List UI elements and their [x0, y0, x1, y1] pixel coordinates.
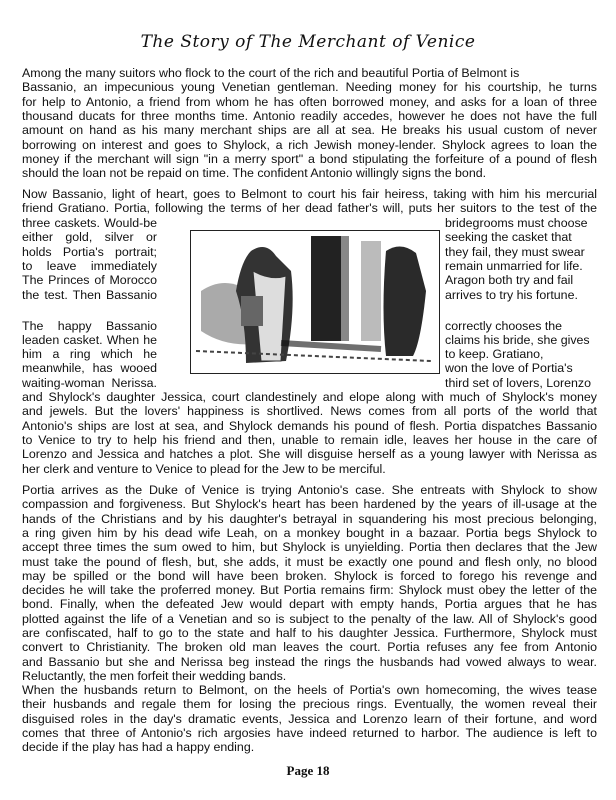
text-line: compassion and forgiveness. But Shylock's heart has been hardened by the years of ill-usage at the	[22, 497, 597, 512]
text-line: Now Bassanio, light of heart, goes to Belmont to court his fair heiress, taking with him his mercurial	[22, 187, 597, 201]
text-line: bond. Finally, when the defeated Jew would depart with empty hands, Portia argues that he has	[22, 597, 597, 612]
text-line: plotted against the life of a Venetian and so is subject to the penalty of the law. All of Shylock's good	[22, 611, 597, 626]
text-line: they fail, they must swear	[445, 245, 585, 259]
text-line: won the love of Portia's	[445, 361, 573, 375]
text-line: holds Portia's portrait;	[22, 245, 157, 259]
text-line: and Bassanio but she and Nerissa beg instead the rings the husbands had vowed always to wear.	[22, 654, 597, 669]
text-line: seeking the casket that	[445, 230, 572, 244]
text-line: friend Gratiano. Portia, following the terms of her dead father's will, puts her suitors to the test of the	[22, 201, 597, 216]
text-line: disguised roles in the day's dramatic events, Jessica and Lorenzo learn of their fortune, and word	[22, 711, 597, 726]
page-number: Page 18	[286, 763, 330, 778]
text-line: either gold, silver or	[22, 230, 157, 244]
text-line: their husbands and regale them for losing the precious rings. Eventually, the women reveal their	[22, 697, 597, 712]
text-line: Among the many suitors who flock to the court of the rich and beautiful Portia of Belmont is	[22, 66, 520, 80]
text-line: amount on hand as his many merchant ships are all at sea. He breaks his usual custom of never	[22, 123, 597, 138]
text-line: the test. Then Bassanio	[22, 288, 157, 302]
text-line: comes that three of Antonio's rich argosies have indeed returned to harbor. The audience is left to	[22, 725, 597, 740]
text-line: Reluctantly, the men forfeit their wedding bands.	[22, 668, 287, 683]
text-line: to keep. Gratiano,	[445, 347, 544, 361]
text-line: Aragon both try and fail	[445, 273, 574, 287]
illustration-shylock-engraving	[190, 230, 440, 374]
text-line: to leave immediately	[22, 259, 157, 273]
text-line: borrowing on interest and goes to Shylock, a rich Jewish money-lender. Shylock agrees to loan the	[22, 137, 597, 152]
text-line: hands of the Christians and by his daughter's betrayal in squandering his most precious belonging,	[22, 511, 597, 526]
text-line: arrives to try his fortune.	[445, 288, 578, 302]
text-line: should the loan not be repaid on time. The confident Antonio willingly signs the bond.	[22, 166, 487, 181]
text-line: bridegrooms must choose	[445, 216, 588, 230]
text-line: third set of lovers, Lorenzo	[445, 376, 592, 390]
page-title: The Story of The Merchant of Venice	[140, 32, 476, 52]
text-line: waiting-woman Nerissa.	[22, 376, 157, 390]
text-line: a ring given him by his dead wife Leah, on a monkey bought in a bazaar. Portia begs Shylock to	[22, 525, 597, 540]
text-line: must take the pound of flesh, but, she adds, it must be exactly one pound and flesh only, no blood	[22, 554, 597, 569]
text-line: her clerk and venture to Venice to plead for the Jew to be merciful.	[22, 461, 386, 476]
text-line: three caskets. Would-be	[22, 216, 157, 230]
text-line: decides he will take the proferred money. But Portia remains firm: Shylock must obey the letter of the	[22, 583, 597, 598]
text-line: remain unmarried for life.	[445, 259, 583, 273]
text-line: claims his bride, she gives	[445, 333, 590, 347]
text-line: Lorenzo and Jessica and hatches a plot. She will disguise herself as a young lawyer with Nerissa as	[22, 447, 597, 462]
text-line: are confiscated, half to go to the state and half to his daughter Jessica. Furthermore, Shylock must	[22, 626, 597, 640]
text-line: Portia arrives as the Duke of Venice is trying Antonio's case. She entreats with Shylock to show	[22, 483, 597, 497]
text-line: thousand ducats for three months time. Antonio readily accedes, however he does not have the full	[22, 108, 597, 123]
engraving-image	[191, 231, 439, 373]
text-line: The Princes of Morocco	[22, 273, 157, 287]
text-line: and jewels. But the lovers' happiness is shortlived. News comes from all ports of the world that	[22, 404, 597, 419]
text-line: meanwhile, has wooed	[22, 361, 157, 375]
text-line: to Venice to try to help his friend and then, unable to remain idle, leaves her house in the care of	[22, 432, 597, 447]
text-line: correctly chooses the	[445, 319, 563, 333]
text-line: him a ring which he	[22, 347, 157, 361]
text-line: accept three times the sum owed to him, but Shylock is unyielding. Portia then declares that the Jew	[22, 540, 597, 555]
text-line: Antonio's ships are lost at sea, and Shylock demands his pound of flesh. Portia dispatches Bassanio	[22, 418, 597, 433]
text-line: may be spilled or the bond will have been broken. Shylock is forced to forego his revenge and	[22, 568, 597, 583]
text-line: and Shylock's daughter Jessica, court clandestinely and elope along with much of Shylock's money	[22, 390, 597, 404]
text-line: The happy Bassanio	[22, 319, 157, 333]
text-line: decide if the play has had a happy ending.	[22, 740, 255, 755]
text-line: leaden casket. When he	[22, 333, 157, 347]
text-line: Bassanio, an impecunious young Venetian gentleman. Needing money for his courtship, he turns	[22, 80, 597, 95]
text-line: convert to Christianity. The broken old man leaves the court. Portia refuses any fee from Antonio	[22, 640, 597, 655]
text-line: When the husbands return to Belmont, on the heels of Portia's own homecoming, the wives tease	[22, 683, 597, 697]
text-line: for help to Antonio, a friend from whom he has often borrowed money, and asks for a loan of three	[22, 94, 597, 109]
text-line: money if the merchant will sign "in a merry sport" a bond stipulating the forfeiture of a pound of flesh	[22, 151, 597, 166]
